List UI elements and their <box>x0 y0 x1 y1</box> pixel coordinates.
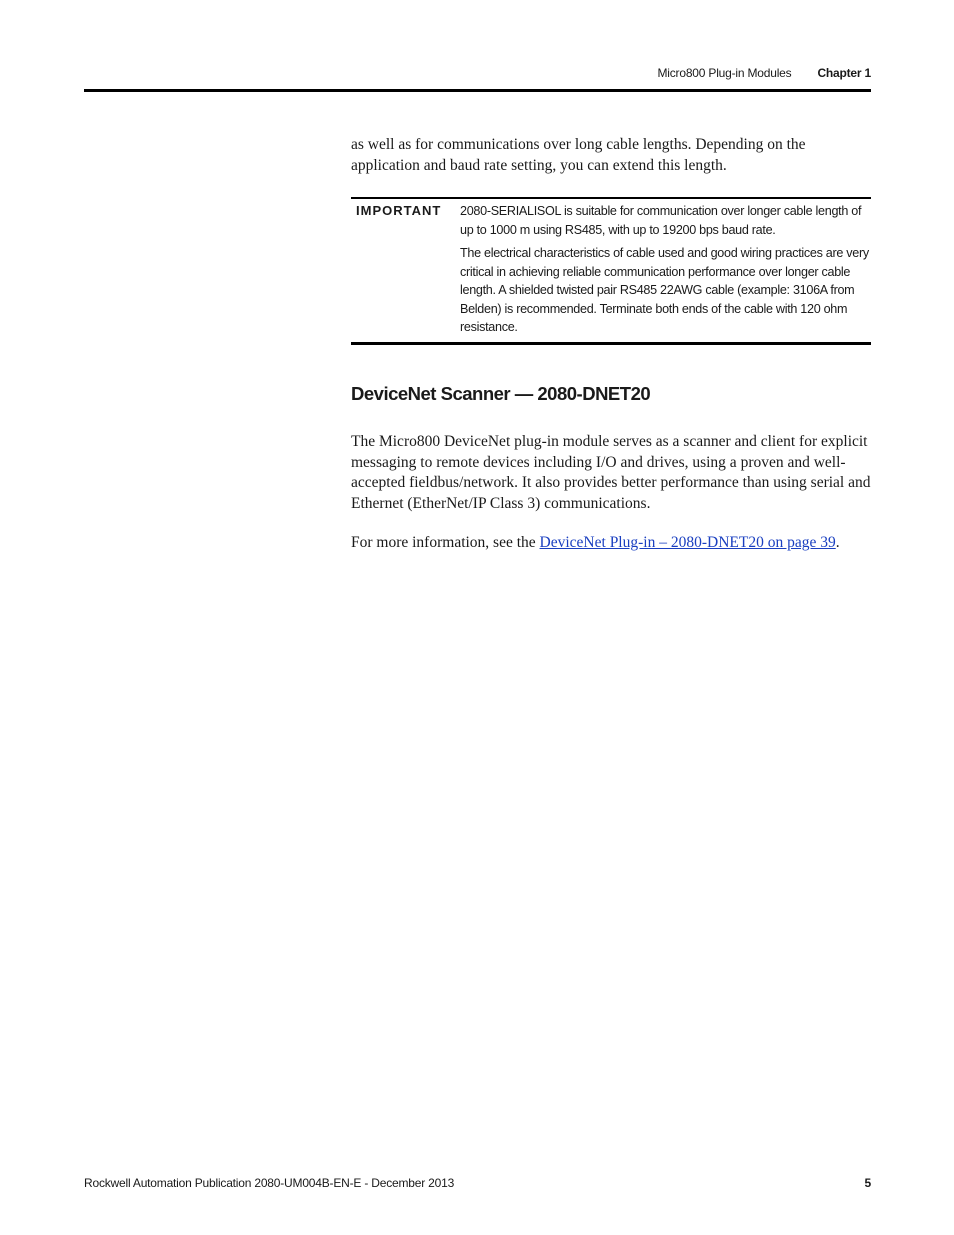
more-info-prefix: For more information, see the <box>351 534 540 551</box>
more-info-suffix: . <box>835 534 840 551</box>
page-footer <box>84 1176 871 1190</box>
header-rule <box>84 89 871 92</box>
page-number: 5 <box>864 1176 871 1190</box>
important-paragraph: The electrical characteristics of cable used and good wiring practices are very critical in achieving reliable communication performance over longer cable length. A shielded twisted pair RS485 22AWG cable (example: 3106A from Belden) is recommended. Terminate both ends of the cable with 120 ohm resistance. <box>460 246 869 334</box>
important-paragraph: 2080-SERIALISOL is suitable for communication over longer cable length of up to 1000 m using RS485, with up to 19200 bps baud rate. <box>460 204 862 237</box>
section-heading: DeviceNet Scanner — 2080-DNET20 <box>351 383 651 404</box>
devicenet-plugin-link[interactable]: DeviceNet Plug-in – 2080-DNET20 on page 39 <box>539 534 836 551</box>
intro-paragraph: as well as for communications over long cable lengths. Depending on the application and baud rate setting, you can extend this length. <box>351 136 806 174</box>
important-content <box>460 202 870 342</box>
header-chapter: Chapter 1 <box>817 66 871 80</box>
section-paragraph: The Micro800 DeviceNet plug-in module serves as a scanner and client for explicit messaging to remote devices including I/O and drives, using a proven and well-accepted fieldbus/network. It also provides better performance than using serial and Ethernet (EtherNet/IP Class 3) communications. <box>351 433 871 512</box>
important-label: IMPORTANT <box>356 203 442 218</box>
footer-publication: Rockwell Automation Publication 2080-UM004B-EN-E - December 2013 <box>84 1176 455 1190</box>
header-section-title: Micro800 Plug-in Modules <box>657 66 792 80</box>
important-notice <box>351 197 871 345</box>
more-info-paragraph <box>351 533 873 554</box>
